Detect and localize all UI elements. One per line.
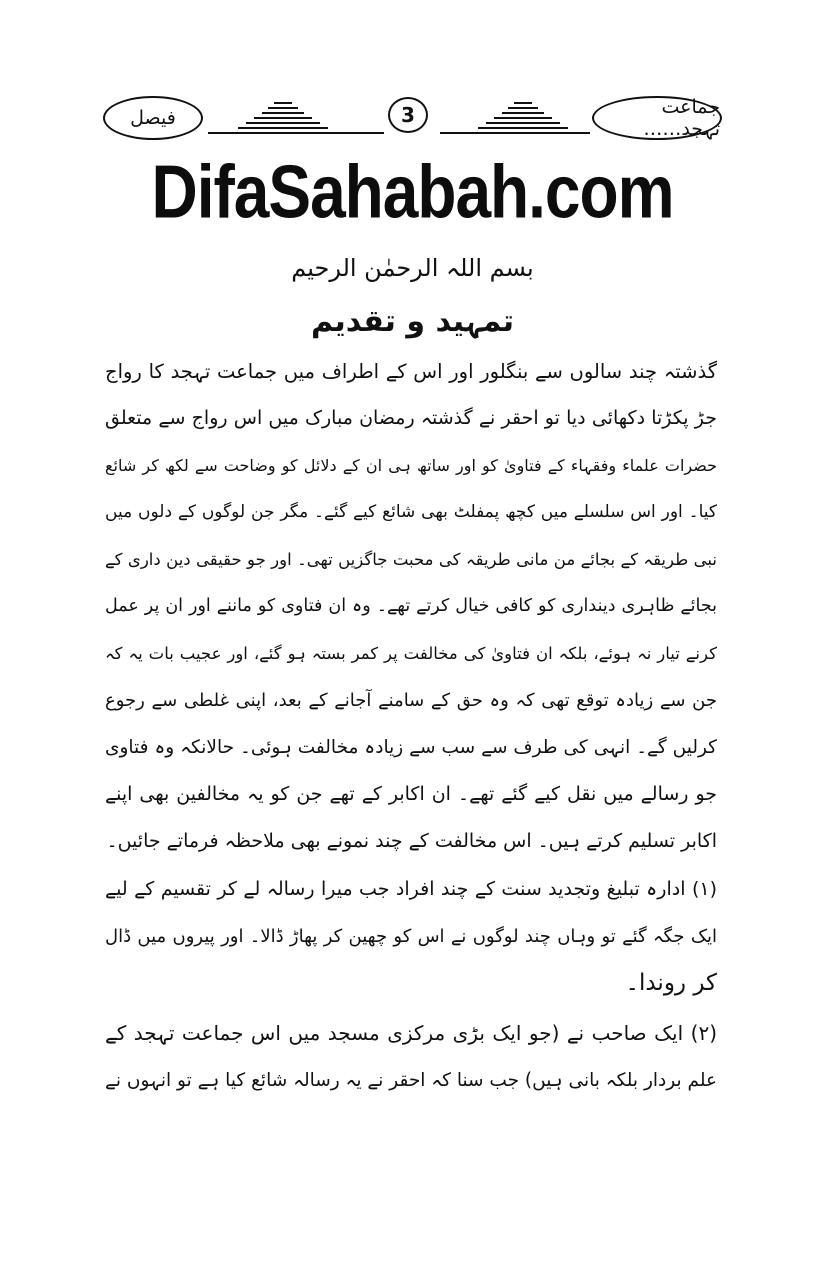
text-line: کرلیں گے۔ انہی کی طرف سے سب سے زیادہ مخالفت ہوئی۔ حالانکہ وہ فتاوی <box>105 737 717 758</box>
text-line: (۲) ایک صاحب نے (جو ایک بڑی مرکزی مسجد میں اس جماعت تہجد کے <box>105 1021 717 1045</box>
right-header-rule <box>440 132 590 134</box>
book-title-label: فیصل <box>130 107 176 129</box>
text-line: جو رسالے میں نقل کیے گئے تھے۔ ان اکابر کے تھے جن کو یہ مخالفین بھی اپنے <box>105 783 717 805</box>
text-line: ایک جگہ گئے تو وہاں چند لوگوں نے اس کو چھین کر پھاڑ ڈالا۔ اور پیروں میں ڈال <box>105 926 717 947</box>
text-line: جڑ پکڑتا دکھائی دیا تو احقر نے گذشتہ رمضان مبارک میں اس رواج سے متعلق <box>105 407 717 429</box>
chapter-title-label: جماعت تہجد…… <box>643 96 720 140</box>
bismillah-heading: بسم اللہ الرحمٰن الرحیم <box>291 254 534 282</box>
text-line: اکابر تسلیم کرتے ہیں۔ اس مخالفت کے چند نمونے بھی ملاحظہ فرماتے جائیں۔ <box>106 830 717 852</box>
page-number: 3 <box>388 97 428 133</box>
left-pyramid-ornament <box>228 100 338 132</box>
paragraph-example-2 <box>105 1010 717 1104</box>
text-line: کرنے تیار نہ ہوئے، بلکہ ان فتاویٰ کی مخالفت پر کمر بستہ ہو گئے، اور عجیب بات یہ کہ <box>105 644 717 663</box>
text-line: علم بردار بلکہ بانی ہیں) جب سنا کہ احقر نے یہ رسالہ شائع کیا ہے تو انہوں نے <box>105 1070 717 1091</box>
section-title: تمہید و تقدیم <box>310 304 515 339</box>
text-line: کیا۔ اور اس سلسلے میں کچھ پمفلٹ بھی شائع کیے گئے۔ مگر جن لوگوں کے دلوں میں <box>105 502 717 522</box>
paragraph-example-1 <box>105 866 717 1007</box>
text-line: (۱) ادارہ تبلیغ وتجدید سنت کے چند افراد جب میرا رسالہ لے کر تقسیم کے لیے <box>105 878 717 900</box>
right-pyramid-ornament <box>468 100 578 132</box>
text-line: جن سے زیادہ توقع تھی کہ وہ حق کے سامنے آجانے کے بعد، اپنی غلطی سے رجوع <box>105 690 717 711</box>
book-title-oval <box>103 96 203 140</box>
text-line: گذشتہ چند سالوں سے بنگلور اور اس کے اطراف میں جماعت تہجد کا رواج <box>105 360 717 383</box>
site-watermark: DifaSahabah.com <box>151 149 674 235</box>
text-line: بجائے ظاہری دینداری کو کافی خیال کرتے تھے۔ وہ ان فتاوی کو ماننے اور ان پر عمل <box>105 596 717 616</box>
text-line: کر روندا۔ <box>625 970 717 996</box>
chapter-title-oval <box>592 96 722 140</box>
text-line: حضرات علماء وفقہاء کے فتاویٰ کو اور ساتھ ہی ان کے دلائل کو وضاحت سے لکھ کر شائع <box>105 456 717 475</box>
text-line: نبی طریقہ کے بجائے من مانی طریقہ کی محبت جاگزیں تھی۔ اور جو حقیقی دین داری کے <box>105 550 717 569</box>
left-header-rule <box>208 132 384 134</box>
paragraph-introduction <box>105 348 717 865</box>
